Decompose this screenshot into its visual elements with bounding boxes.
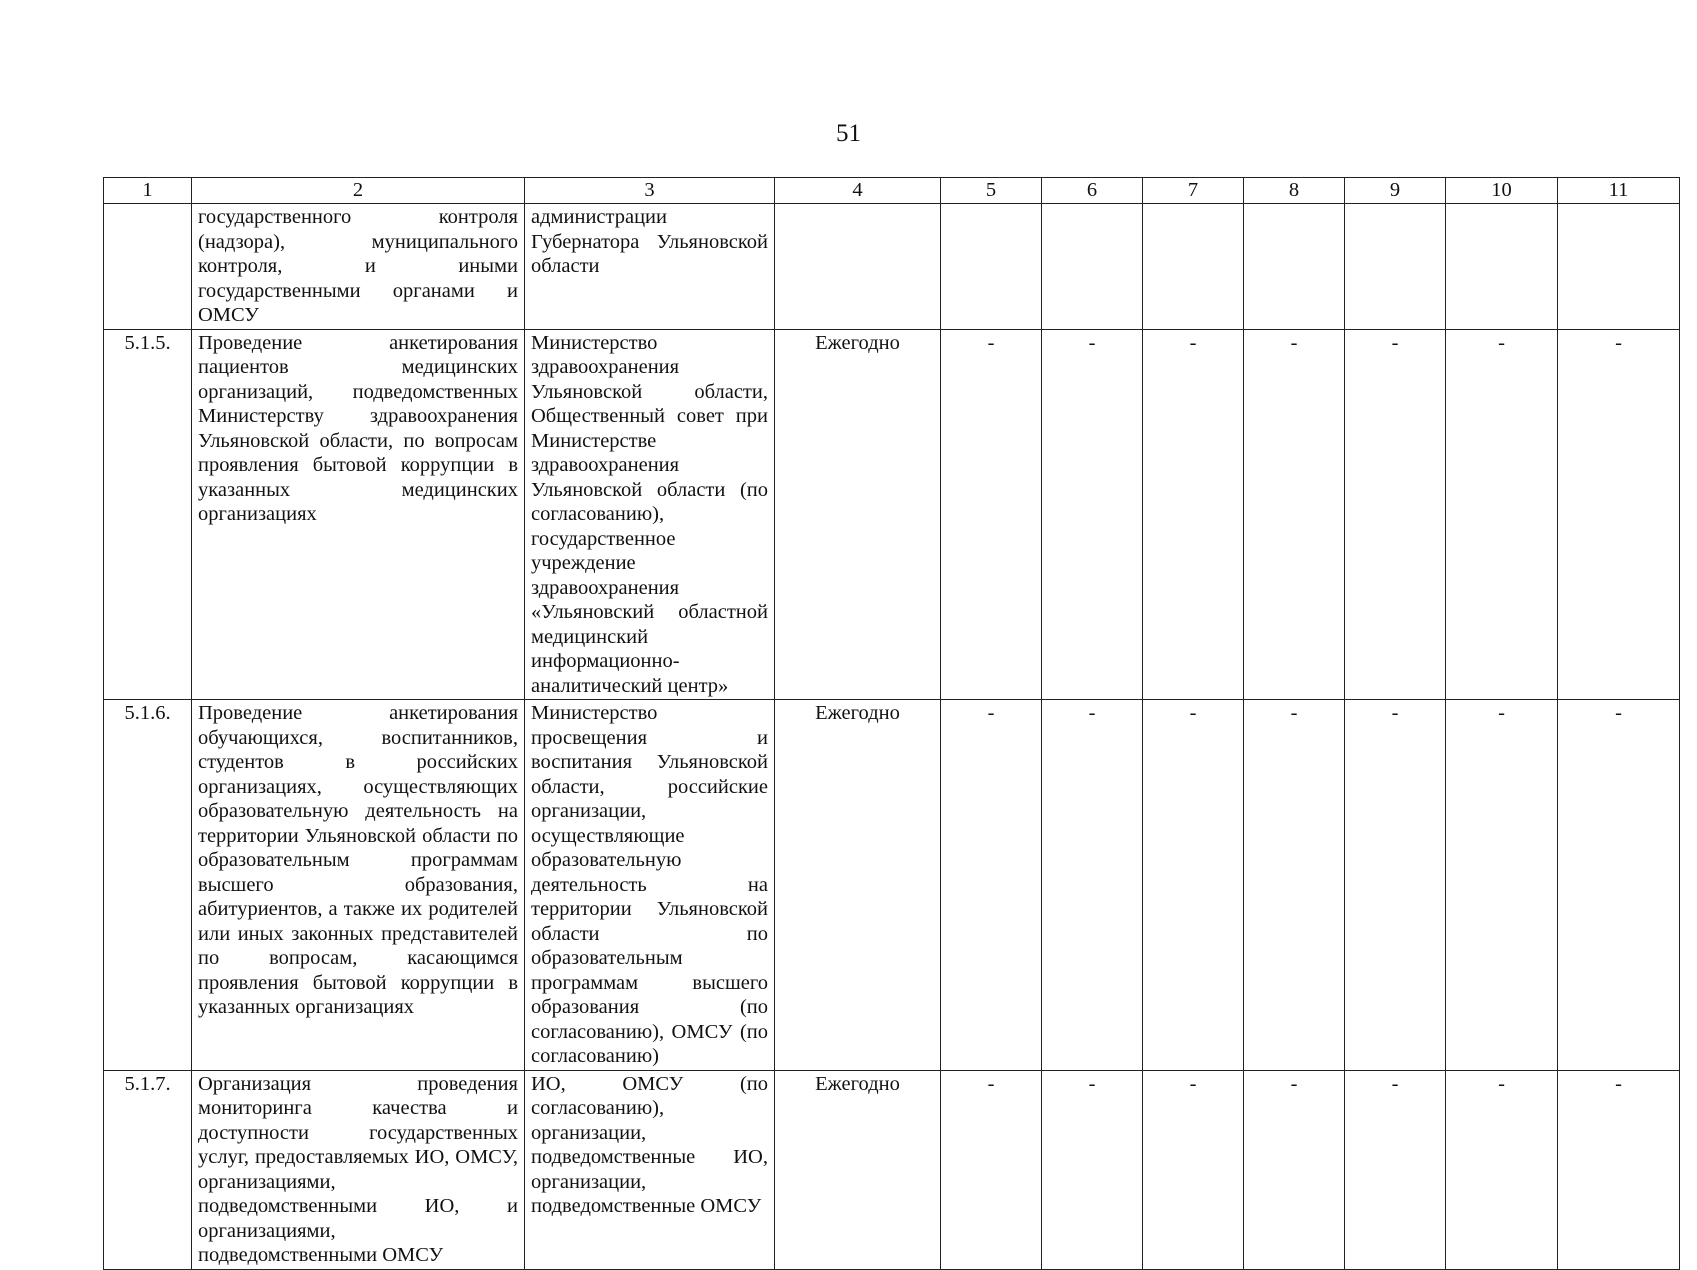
- page-number: 51: [836, 120, 861, 147]
- column-header: 1: [104, 178, 192, 204]
- value-cell: -: [1143, 329, 1244, 700]
- value-cell: -: [1558, 1070, 1680, 1269]
- value-cell: -: [1558, 700, 1680, 1071]
- column-header: 7: [1143, 178, 1244, 204]
- value-cell: -: [1042, 1070, 1143, 1269]
- value-cell: [1143, 204, 1244, 330]
- term: Ежегодно: [775, 329, 941, 700]
- column-header: 8: [1244, 178, 1345, 204]
- value-cell: -: [1244, 1070, 1345, 1269]
- value-cell: -: [1446, 329, 1558, 700]
- measure-description: Организация проведения мониторинга качества и доступности государственных услуг, предоставляемых ИО, ОМСУ, организациями, подведомственными ИО, и организациями, подведомственными ОМСУ: [192, 1070, 525, 1269]
- column-header: 10: [1446, 178, 1558, 204]
- measure-description: Проведение анкетирования пациентов медицинских организаций, подведомственных Министерству здравоохранения Ульяновской области, по вопросам проявления бытовой коррупции в указанных медицинских организациях: [192, 329, 525, 700]
- row-number: 5.1.5.: [104, 329, 192, 700]
- term: [775, 204, 941, 330]
- value-cell: -: [1244, 329, 1345, 700]
- value-cell: -: [1345, 329, 1446, 700]
- value-cell: -: [1042, 329, 1143, 700]
- value-cell: [1345, 204, 1446, 330]
- value-cell: -: [941, 329, 1042, 700]
- measure-description: государственного контроля (надзора), муниципального контроля, и иными государственными органами и ОМСУ: [192, 204, 525, 330]
- value-cell: [1244, 204, 1345, 330]
- table-row: [104, 204, 1680, 330]
- executor: Министерство здравоохранения Ульяновской области, Общественный совет при Министерстве здравоохранения Ульяновской области (по согласованию), государственное учреждение здравоохранения «Ульяновский областной медицинский информационно-аналитический центр»: [525, 329, 775, 700]
- term: Ежегодно: [775, 1070, 941, 1269]
- value-cell: -: [1042, 700, 1143, 1071]
- value-cell: -: [1244, 700, 1345, 1071]
- row-number: [104, 204, 192, 330]
- table-row: [104, 1070, 1680, 1269]
- value-cell: [1446, 204, 1558, 330]
- table-row: [104, 700, 1680, 1071]
- value-cell: -: [941, 1070, 1042, 1269]
- column-header: 11: [1558, 178, 1680, 204]
- column-header: 2: [192, 178, 525, 204]
- header-row: [104, 178, 1680, 204]
- column-header: 4: [775, 178, 941, 204]
- value-cell: -: [1143, 700, 1244, 1071]
- value-cell: [941, 204, 1042, 330]
- value-cell: -: [1143, 1070, 1244, 1269]
- column-header: 6: [1042, 178, 1143, 204]
- value-cell: [1042, 204, 1143, 330]
- measure-description: Проведение анкетирования обучающихся, воспитанников, студентов в российских организациях, осуществляющих образовательную деятельность на территории Ульяновской области по образовательным программам высшего образования, абитуриентов, а также их родителей или иных законных представителей по вопросам, касающимся проявления бытовой коррупции в указанных организациях: [192, 700, 525, 1071]
- value-cell: -: [1446, 1070, 1558, 1269]
- column-header: 9: [1345, 178, 1446, 204]
- value-cell: -: [1345, 1070, 1446, 1269]
- executor: администрации Губернатора Ульяновской области: [525, 204, 775, 330]
- plan-table: [103, 177, 1680, 1270]
- executor: ИО, ОМСУ (по согласованию), организации, подведомственные ИО, организации, подведомственные ОМСУ: [525, 1070, 775, 1269]
- value-cell: -: [1446, 700, 1558, 1071]
- value-cell: -: [1345, 700, 1446, 1071]
- value-cell: [1558, 204, 1680, 330]
- executor: Министерство просвещения и воспитания Ульяновской области, российские организации, осуществляющие образовательную деятельность на территории Ульяновской области по образовательным программам высшего образования (по согласованию), ОМСУ (по согласованию): [525, 700, 775, 1071]
- value-cell: -: [941, 700, 1042, 1071]
- column-header: 3: [525, 178, 775, 204]
- table-row: [104, 329, 1680, 700]
- row-number: 5.1.7.: [104, 1070, 192, 1269]
- term: Ежегодно: [775, 700, 941, 1071]
- column-header: 5: [941, 178, 1042, 204]
- row-number: 5.1.6.: [104, 700, 192, 1071]
- value-cell: -: [1558, 329, 1680, 700]
